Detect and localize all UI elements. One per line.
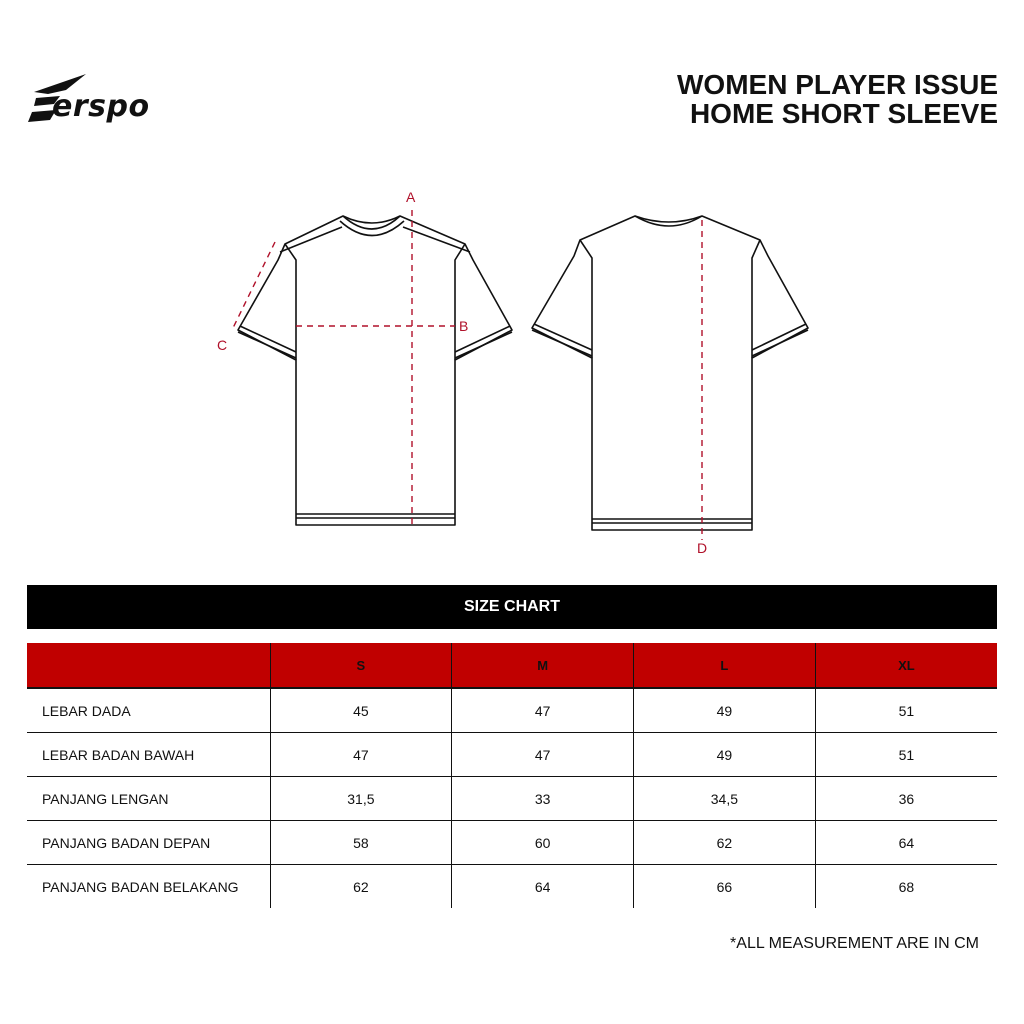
table-cell: 60 — [452, 821, 634, 865]
label-b: B — [459, 318, 469, 334]
table-cell: 51 — [815, 733, 997, 777]
table-cell: 47 — [452, 733, 634, 777]
table-cell: 64 — [815, 821, 997, 865]
label-d: D — [697, 540, 708, 556]
row-label: PANJANG LENGAN — [27, 777, 270, 821]
table-cell: 45 — [270, 688, 452, 733]
table-row — [27, 865, 997, 909]
table-cell: 51 — [815, 688, 997, 733]
table-cell: 36 — [815, 777, 997, 821]
row-label: LEBAR DADA — [27, 688, 270, 733]
size-header-cell: M — [452, 643, 634, 688]
row-label: PANJANG BADAN DEPAN — [27, 821, 270, 865]
size-header-cell: XL — [815, 643, 997, 688]
measurement-note: *ALL MEASUREMENT ARE IN CM — [730, 935, 979, 952]
table-cell: 34,5 — [634, 777, 816, 821]
table-cell: 62 — [634, 821, 816, 865]
shirt-back-drawing — [532, 216, 808, 530]
table-cell: 68 — [815, 865, 997, 909]
table-row — [27, 733, 997, 777]
size-header-row — [27, 643, 997, 688]
table-cell: 47 — [270, 733, 452, 777]
size-header-cell: L — [634, 643, 816, 688]
table-row — [27, 688, 997, 733]
row-label: LEBAR BADAN BAWAH — [27, 733, 270, 777]
table-cell: 62 — [270, 865, 452, 909]
product-title-line1: WOMEN PLAYER ISSUE — [676, 69, 998, 100]
table-row — [27, 777, 997, 821]
shirt-front-drawing — [238, 216, 512, 525]
size-header-cell: S — [270, 643, 452, 688]
product-title — [677, 70, 998, 128]
table-cell: 47 — [452, 688, 634, 733]
table-cell: 49 — [634, 688, 816, 733]
table-cell: 64 — [452, 865, 634, 909]
table-cell: 66 — [634, 865, 816, 909]
label-a: A — [406, 189, 416, 205]
table-cell: 31,5 — [270, 777, 452, 821]
size-chart-heading: SIZE CHART — [27, 585, 997, 629]
table-cell: 58 — [270, 821, 452, 865]
table-row — [27, 821, 997, 865]
product-title-line2: HOME SHORT SLEEVE — [689, 98, 998, 129]
size-header-blank — [27, 643, 270, 688]
table-cell: 49 — [634, 733, 816, 777]
label-c: C — [217, 337, 228, 353]
table-cell: 33 — [452, 777, 634, 821]
size-chart-table — [27, 643, 997, 908]
row-label: PANJANG BADAN BELAKANG — [42, 878, 239, 895]
brand-name: erspo — [52, 89, 150, 124]
shirt-measurement-diagram — [0, 180, 1024, 560]
